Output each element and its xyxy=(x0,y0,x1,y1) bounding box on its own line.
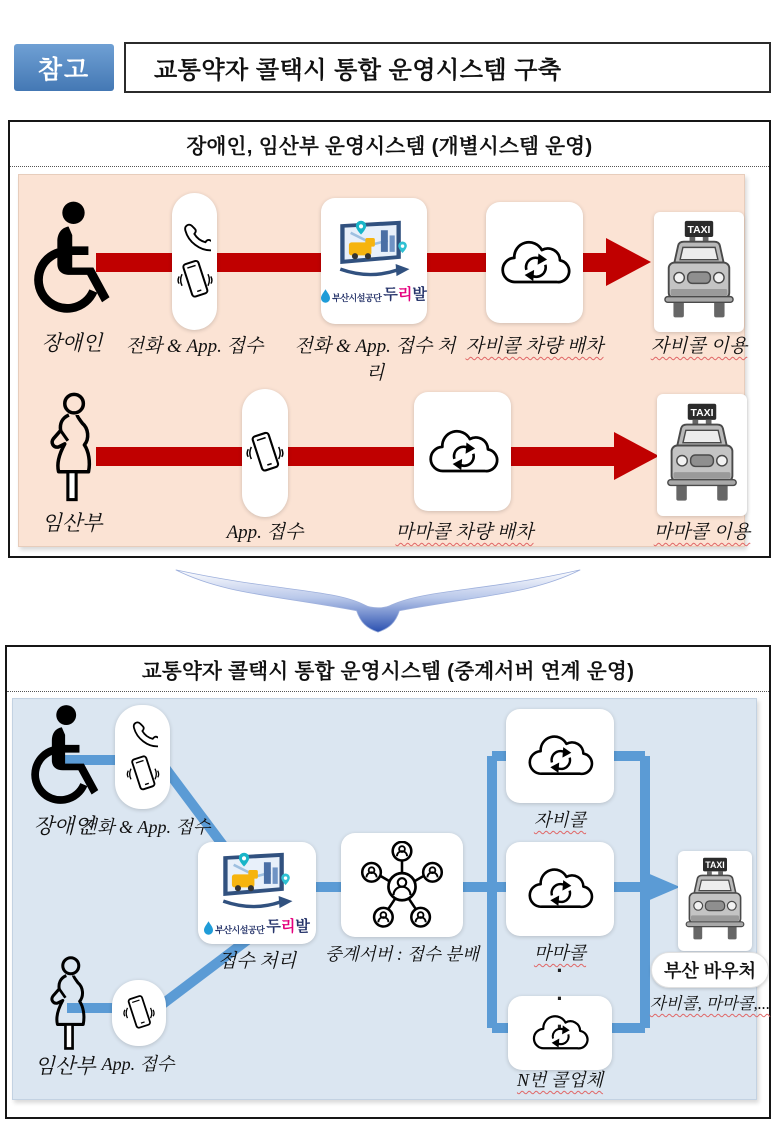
vibrating-phone-icon xyxy=(246,426,284,480)
jabicall-dispatch-cloud-box xyxy=(486,202,583,323)
taxi-icon xyxy=(683,856,747,946)
relay-server-box xyxy=(341,833,463,937)
pregnant-woman-icon xyxy=(40,390,104,506)
dooribal-illustration-icon xyxy=(207,851,307,915)
dooribal-process-box xyxy=(198,842,316,944)
voucher-taxi-box xyxy=(678,851,752,951)
dooribal-process-box xyxy=(321,198,427,324)
step-label-mamacall-dispatch: 마마콜 차량 배차 xyxy=(395,522,534,543)
actor-label-pregnant: 임산부 xyxy=(34,1054,96,1078)
water-drop-icon xyxy=(204,921,213,935)
wheelchair-icon xyxy=(30,198,112,322)
mamacall-taxi-box xyxy=(657,394,747,516)
panel2-title: 교통약자 콜택시 통합 운영시스템 (중계서버 연계 운영) xyxy=(141,660,635,683)
cloud-sync-icon xyxy=(520,727,600,785)
step-label-app-receive: App. 접수 xyxy=(101,1054,175,1074)
step-label-mamacall-use: 마마콜 이용 xyxy=(653,522,751,543)
step-label-jabicall-dispatch: 자비콜 차량 배차 xyxy=(465,336,604,357)
app-receive-box xyxy=(112,980,166,1046)
jabicall-taxi-box xyxy=(654,212,744,332)
step-label-phone-app-receive: 전화 & App. 접수 xyxy=(125,336,264,357)
dooribal-logo xyxy=(204,919,310,935)
vibrating-phone-icon xyxy=(177,256,213,304)
phone-handset-icon xyxy=(179,220,211,252)
cloud-sync-icon xyxy=(520,860,600,918)
actor-label-disabled: 장애인 xyxy=(41,331,103,355)
step-label-process: 전화 & App. 접수 처리 xyxy=(294,336,456,384)
cloud-label-jabicall: 자비콜 xyxy=(533,810,587,830)
mamacall-dispatch-cloud-box xyxy=(414,392,511,511)
logo-org-text: 부산시설공단 xyxy=(332,293,382,303)
page-title: 교통약자 콜택시 통합 운영시스템 구축 xyxy=(124,42,771,93)
panel1-title: 장애인, 임산부 운영시스템 (개별시스템 운영) xyxy=(186,135,593,158)
reference-badge: 참고 xyxy=(14,44,114,91)
water-drop-icon xyxy=(321,289,330,303)
phone-handset-icon xyxy=(128,718,158,748)
step-label-jabicall-use: 자비콜 이용 xyxy=(650,336,748,357)
flow-arrow-row2-head xyxy=(614,432,659,480)
pregnant-woman-icon xyxy=(40,956,98,1052)
taxi-icon xyxy=(664,401,740,509)
jabicall-cloud-box xyxy=(506,709,614,803)
step-label-phone-app-receive: 전화 & App. 접수 xyxy=(79,817,211,837)
flow-arrow-row1-head xyxy=(606,238,651,286)
taxi-icon xyxy=(661,219,737,325)
vibrating-phone-icon xyxy=(126,752,160,796)
ellipsis-dots: · · · xyxy=(556,958,564,1039)
down-swoosh-arrow xyxy=(158,566,598,636)
wheelchair-icon xyxy=(26,704,102,810)
relay-server-label: 중계서버 : 접수 분배 xyxy=(324,944,480,964)
panel2-divider xyxy=(7,691,769,692)
logo-org-text: 부산시설공단 xyxy=(215,925,265,935)
voucher-subtitle: 자비콜, 마마콜,... xyxy=(649,994,771,1013)
cloud-sync-icon xyxy=(421,421,505,483)
actor-label-pregnant: 임산부 xyxy=(41,511,103,535)
actor-label-disabled: 장애인 xyxy=(33,814,95,838)
logo-brand-text: 두리발 xyxy=(266,918,310,935)
cloud-label-nth-callcompany: N번 콜업체 xyxy=(516,1070,604,1090)
phone-app-receive-box xyxy=(115,705,170,809)
mamacall-cloud-box xyxy=(506,842,614,936)
dooribal-illustration-icon xyxy=(326,219,422,283)
busan-voucher-badge: 부산 바우처 xyxy=(651,952,769,988)
step-label-process: 접수 처리 xyxy=(217,951,297,972)
vibrating-phone-icon xyxy=(123,991,155,1035)
step-label-app-receive: App. 접수 xyxy=(226,522,304,543)
app-receive-box xyxy=(242,389,288,517)
dooribal-logo xyxy=(321,287,427,303)
cloud-label-mamacall: 마마콜 xyxy=(533,943,587,963)
blue-arrow-head xyxy=(645,872,680,902)
flow-arrow-row2-shaft xyxy=(96,447,616,466)
network-hub-icon xyxy=(358,841,446,929)
phone-app-receive-box xyxy=(172,193,217,330)
panel1-divider xyxy=(10,166,769,167)
logo-brand-text: 두리발 xyxy=(383,286,427,303)
cloud-sync-icon xyxy=(493,232,577,294)
